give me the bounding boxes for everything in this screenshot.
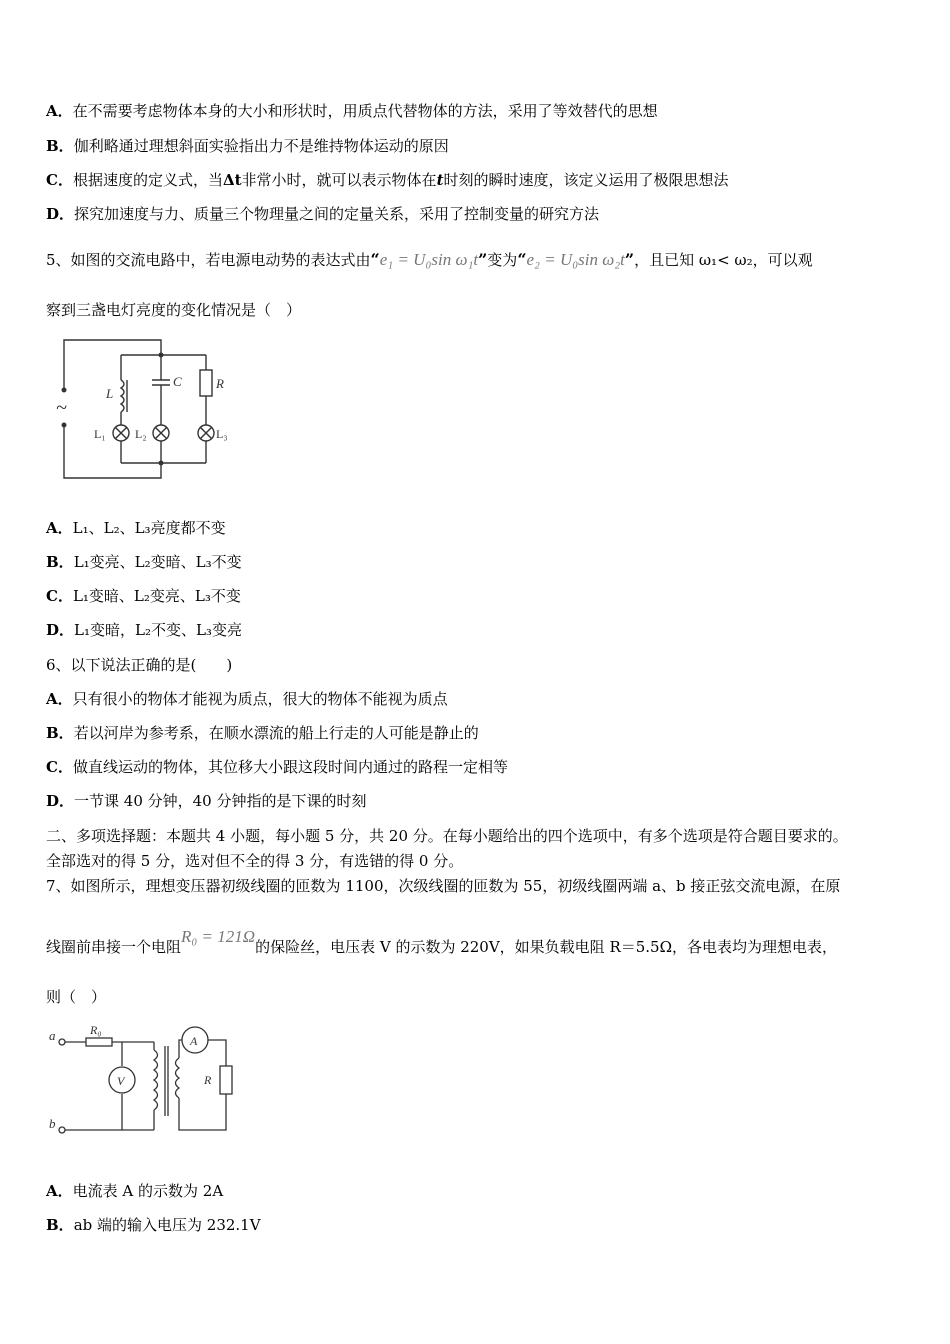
q4-option-b: B．伽利略通过理想斜面实验指出力不是维持物体运动的原因	[46, 137, 449, 155]
q7-fig-label-v: V	[117, 1074, 125, 1088]
q5-fig-label-l1: L₁	[94, 427, 106, 441]
q5-formula-1: e₁ = U₀sin ω₁t	[379, 250, 479, 269]
q6-option-b: B．若以河岸为参考系，在顺水漂流的船上行走的人可能是静止的	[46, 724, 479, 742]
q5-option-a: A．L₁、L₂、L₃亮度都不变	[46, 519, 226, 537]
q5-option-b: B．L₁变亮、L₂变暗、L₃不变	[46, 553, 242, 571]
q6-option-c: C．做直线运动的物体，其位移大小跟这段时间内通过的路程一定相等	[46, 758, 508, 776]
section2-heading-line1: 二、多项选择题：本题共 4 小题，每小题 5 分，共 20 分。在每小题给出的四个选项中，有多个选项是符合题目要求的。	[46, 827, 848, 845]
q7-fig-label-a: a	[49, 1028, 56, 1043]
q5-fig-label-l2: L₂	[135, 427, 147, 441]
q5-stem-line1: 5、如图的交流电路中，若电源电动势的表达式由“e₁ = U₀sin ω₁t”变为“e₂ = U₀sin ω₂t”，且已知 ω₁< ω₂，可以观	[46, 250, 813, 269]
q7-formula: R₀ = 121Ω	[181, 927, 256, 946]
section2-heading-line2: 全部选对的得 5 分，选对但不全的得 3 分，有选错的得 0 分。	[46, 852, 464, 870]
q5-circuit-diagram	[46, 330, 246, 485]
q6-option-a: A．只有很小的物体才能视为质点，很大的物体不能视为质点	[46, 690, 448, 708]
q6-option-d: D．一节课 40 分钟，40 分钟指的是下课的时刻	[46, 792, 367, 810]
q4-option-d: D．探究加速度与力、质量三个物理量之间的定量关系，采用了控制变量的研究方法	[46, 205, 600, 223]
q5-fig-label-c: C	[173, 374, 182, 389]
q5-fig-label-l3: L₃	[216, 427, 228, 441]
q4-option-a: A．在不需要考虑物体本身的大小和形状时，用质点代替物体的方法，采用了等效替代的思想	[46, 102, 658, 120]
q5-fig-label-l: L	[106, 386, 114, 401]
q7-stem-line3: 则（ ）	[46, 988, 107, 1006]
q5-option-d: D．L₁变暗，L₂不变、L₃变亮	[46, 621, 242, 639]
q7-fig-label-r: R	[204, 1073, 212, 1087]
q7-fig-label-a-meter: A	[190, 1034, 198, 1048]
q6-stem: 6、以下说法正确的是( )	[46, 656, 233, 674]
q5-option-c: C．L₁变暗、L₂变亮、L₃不变	[46, 587, 241, 605]
q7-stem-line1: 7、如图所示，理想变压器初级线圈的匝数为 1100，次级线圈的匝数为 55，初级线圈两端 a、b 接正弦交流电源，在原	[46, 877, 841, 895]
q7-fig-label-r0: R₀	[90, 1023, 102, 1037]
q7-fig-label-b: b	[49, 1116, 56, 1131]
q7-option-a: A．电流表 A 的示数为 2A	[46, 1182, 224, 1200]
q7-stem-line2: 线圈前串接一个电阻R₀ = 121Ω的保险丝，电压表 V 的示数为 220V，如果负载电阻 R＝5.5Ω，各电表均为理想电表，	[46, 927, 838, 956]
q4-option-c: C．根据速度的定义式，当Δt非常小时，就可以表示物体在t时刻的瞬时速度，该定义运用了极限思想法	[46, 171, 729, 189]
q7-transformer-diagram	[46, 1018, 246, 1138]
q5-fig-source: ~	[56, 397, 67, 419]
q7-option-b: B．ab 端的输入电压为 232.1V	[46, 1216, 261, 1234]
q5-formula-2: e₂ = U₀sin ω₂t	[526, 250, 625, 269]
q5-fig-label-r: R	[216, 376, 224, 391]
q5-stem-line2: 察到三盏电灯亮度的变化情况是（ ）	[46, 301, 302, 319]
